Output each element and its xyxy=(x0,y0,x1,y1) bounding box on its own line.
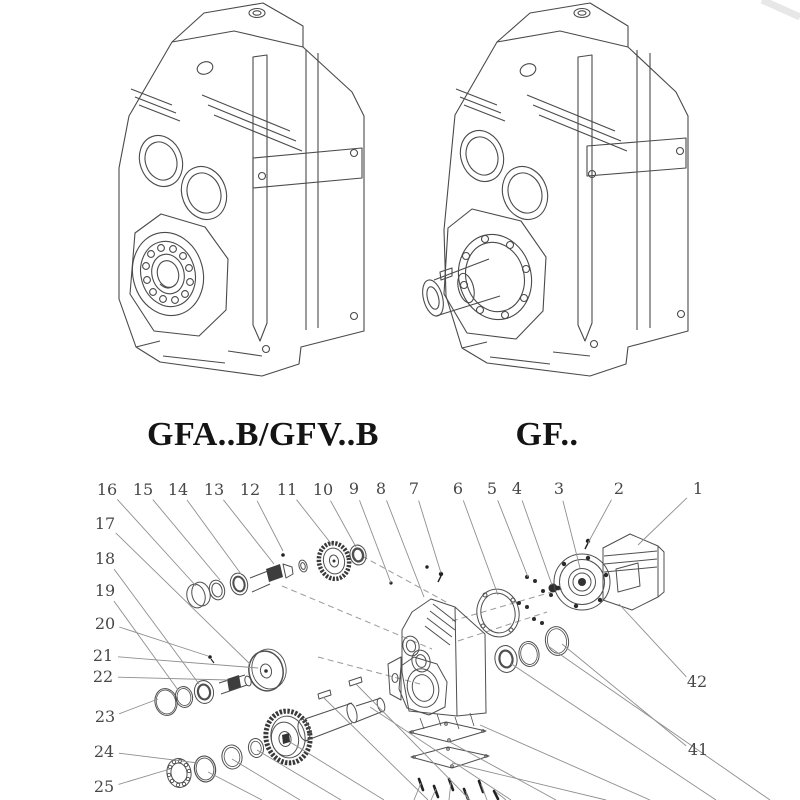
foundation-bolts xyxy=(419,779,498,799)
callout-number-22: 22 xyxy=(92,667,114,686)
callout-number-5: 5 xyxy=(486,479,498,498)
leader-line-25 xyxy=(119,769,171,784)
leader-line-41 xyxy=(562,644,686,746)
leader-line-19 xyxy=(114,601,178,690)
leader-line-7 xyxy=(419,501,441,574)
callout-number-8: 8 xyxy=(375,479,387,498)
callout-number-9: 9 xyxy=(348,479,360,498)
callout-number-1: 1 xyxy=(692,479,704,498)
scan-artifact xyxy=(762,0,800,17)
callout-number-13: 13 xyxy=(203,480,225,499)
leader-line-24 xyxy=(119,753,198,763)
leader-line-10 xyxy=(331,501,357,547)
callout-number-10: 10 xyxy=(312,480,334,499)
leader-line-20 xyxy=(119,627,208,656)
leader-line-9 xyxy=(360,500,392,583)
leader-line-22 xyxy=(118,677,228,680)
leader-line-12 xyxy=(257,501,283,551)
leader-line-13 xyxy=(223,500,274,564)
callout-number-41: 41 xyxy=(687,740,709,759)
callout-number-2: 2 xyxy=(613,479,625,498)
leader-line-11 xyxy=(297,500,334,546)
callout-number-11: 11 xyxy=(276,480,298,499)
gearbox-drawing-right xyxy=(419,3,688,376)
callout-number-3: 3 xyxy=(553,479,565,498)
callout-number-16: 16 xyxy=(96,480,118,499)
callout-number-14: 14 xyxy=(167,480,189,499)
bearing-rollers xyxy=(143,245,194,304)
leader-line-6 xyxy=(463,500,498,595)
leader-line-14 xyxy=(187,500,241,574)
model-label-left: GFA..B/GFV..B xyxy=(147,416,379,453)
bolt-small xyxy=(425,565,428,568)
callout-number-19: 19 xyxy=(94,581,116,600)
motor xyxy=(554,534,664,610)
gearbox-drawing-left xyxy=(119,3,364,376)
leader-line-3 xyxy=(563,501,580,568)
intermediate-shaft-cluster xyxy=(152,646,289,718)
callout-number-7: 7 xyxy=(408,479,420,498)
callout-number-17: 17 xyxy=(94,514,116,533)
callout-number-21: 21 xyxy=(92,646,114,665)
leader-line-42 xyxy=(619,604,686,677)
bolt-shank-7 xyxy=(438,576,441,582)
callout-layer xyxy=(93,479,708,796)
callout-number-6: 6 xyxy=(452,479,464,498)
gear-housing xyxy=(388,599,486,716)
callout-number-20: 20 xyxy=(94,614,116,633)
callout-number-4: 4 xyxy=(511,479,523,498)
input-shaft-cluster xyxy=(184,540,368,610)
callout-number-25: 25 xyxy=(93,777,115,796)
motor-flange-gasket xyxy=(472,585,523,641)
bolt-shank-2 xyxy=(585,543,588,549)
callout-number-24: 24 xyxy=(93,742,115,761)
leader-line-15 xyxy=(153,500,220,580)
leader-line-23 xyxy=(119,699,158,714)
leader-line-2 xyxy=(588,500,612,543)
callout-number-23: 23 xyxy=(94,707,116,726)
leader-line-1 xyxy=(638,498,687,545)
callout-number-42: 42 xyxy=(686,672,708,691)
callout-number-15: 15 xyxy=(132,480,154,499)
callout-number-12: 12 xyxy=(239,480,261,499)
callout-number-18: 18 xyxy=(94,549,116,568)
leader-line-21 xyxy=(118,657,258,668)
leader-line-18 xyxy=(114,569,199,684)
model-label-right: GF.. xyxy=(515,416,579,453)
leader-line-5 xyxy=(498,500,528,577)
